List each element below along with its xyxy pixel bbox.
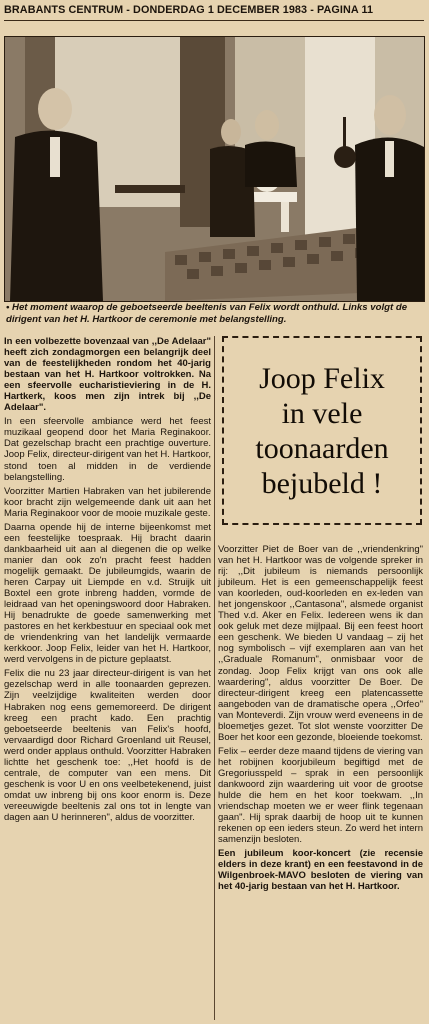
newspaper-page — [4, 2, 424, 1020]
page-header: BRABANTS CENTRUM - DONDERDAG 1 DECEMBER 1983 - PAGINA 11 — [4, 2, 424, 21]
article-closing: Een jubileum koor-koncert (zie recensie elders in deze krant) en een feestavond in de Wilgenbroek-MAVO besloten de viering van het 40-jarig bestaan van het H. Hartkoor. — [218, 848, 423, 893]
article-paragraph: Daarna opende hij de interne bijeenkomst met een feestelijke toespraak. Hij bracht daarin dankbaarheid uit aan al diegenen die op welke manier dan ook zo'n pracht feest hadden mogelijk gemaakt. De jubileumgids, waarin de heren Carpay uit Liempde en v.d. Struijk uit Boxtel een grote inbreng hadden, vormde de leidraad van het openingswoord door Habraken. Hij benadrukte de goede samenwerking met pastores en het kerkbestuur en speciaal ook met de vriendenkring van het landelijk vermaarde kerkkoor. Joop Felix, leider van het H. Hartkoor, werd vervolgens in de picture geplaatst. — [4, 521, 211, 666]
article-column-left — [4, 336, 211, 826]
column-divider — [214, 336, 215, 1020]
article-lead: In een volbezette bovenzaal van ,,De Adelaar" heeft zich zondagmorgen een belangrijk deel van de feestelijkheden rondom het 40-jarig bestaan van het H. Hartkoor voltrokken. Na een sfeervolle eucharistieviering in de H. Hartkerk, koos men zijn intrek bij ,,De Adelaar". — [4, 336, 211, 414]
article-paragraph: In een sfeervolle ambiance werd het feest muzikaal geopend door het Maria Reginakoor. Dat gezelschap bracht een prachtige ouverture. Joop Felix, directeur-dirigent van het H. Hartkoor, stond toen al midden in de verdiende belangstelling. — [4, 416, 211, 483]
news-photo — [4, 36, 425, 302]
article-paragraph: Voorzitter Piet de Boer van de ,,vriendenkring" van het H. Hartkoor was de volgende spreker in rij: ,,Dit jubileum is niemands persoonlijk jubileum. Het is een gemeenschappelijk feest van koorleden, oud-koorleden en ex-leden van het jongenskoor ,,Cantasona", alsmede organist Thed v.d. Aker en Felix. Iedereen wens ik dan ook geluk met deze mijlpaal. Bij een feest hoort een geschenk. We bieden U vandaag – zij het nog symbolisch – vijf exemplaren aan van het ,,Graduale Romanum", onmisbaar voor de zondag. Joop Felix krijgt van ons ook alle waardering", aldus voorzitter De Boer. De directeur-dirigent kreeg een platencassette aangeboden van de dramatische opera ,,Orfeo" van Monteverdi. Zijn vrouw werd eveneens in de bloemetjes gezet. Tot slot wenste voorzitter De Boer het koor een gezonde, bloeiende toekomst. — [218, 544, 423, 743]
headline-line: toonaarden — [255, 431, 389, 465]
article-paragraph: Felix die nu 23 jaar directeur-dirigent is van het gezelschap werd in alle toonaarden geprezen. Zijn veelzijdige kwaliteiten werden door Habraken nog eens gememoreerd. De dirigent kreeg een pracht kado. Een prachtig geboetseerde beeltenis van Felix's hoofd, vervaardigd door Richard Groenland uit Reusel, werd onder applaus onthuld. Voorzitter Habraken lichtte het geschenk toe: ,,Het hoofd is de centrale, de computer van een mens. Dit geschenk is voor U en ons veelbetekenend, juist omdat uw inbreng bij ons koor enorm is. Deze vereeuwigde beeltenis zal ons tot in lengte van dagen aan U herinneren", aldus de voorzitter. — [4, 668, 211, 823]
photo-caption: • Het moment waarop de geboetseerde beeltenis van Felix wordt onthuld. Links volgt de dirigent van het H. Hartkoor de ceremonie met belangstelling. — [6, 302, 408, 325]
article-column-right — [218, 544, 423, 895]
headline-box — [222, 336, 422, 525]
article-paragraph: Voorzitter Martien Habraken van het jubilerende koor bracht zijn welgemeende dank uit aan het Maria Reginakoor voor de mooie muzikale geste. — [4, 485, 211, 519]
headline — [255, 361, 388, 501]
headline-line: in vele — [281, 396, 363, 430]
headline-line: bejubeld ! — [261, 466, 383, 500]
photo-illustration — [5, 37, 424, 301]
headline-line: Joop Felix — [259, 361, 385, 395]
article-paragraph: Felix – eerder deze maand tijdens de viering van het robijnen koorjubileum begiftigd met de Gregoriusspeld – sprak in een persoonlijk dankwoord zijn waardering uit voor de grootse hulde die hem en het koor toekwam. ,,In vriendschap moeten we er weer flink tegenaan gaan". Hij sprak daarbij de hoop uit te kunnen rekenen op een ieders steun. Zo werd het intern samenzijn besloten. — [218, 745, 423, 846]
